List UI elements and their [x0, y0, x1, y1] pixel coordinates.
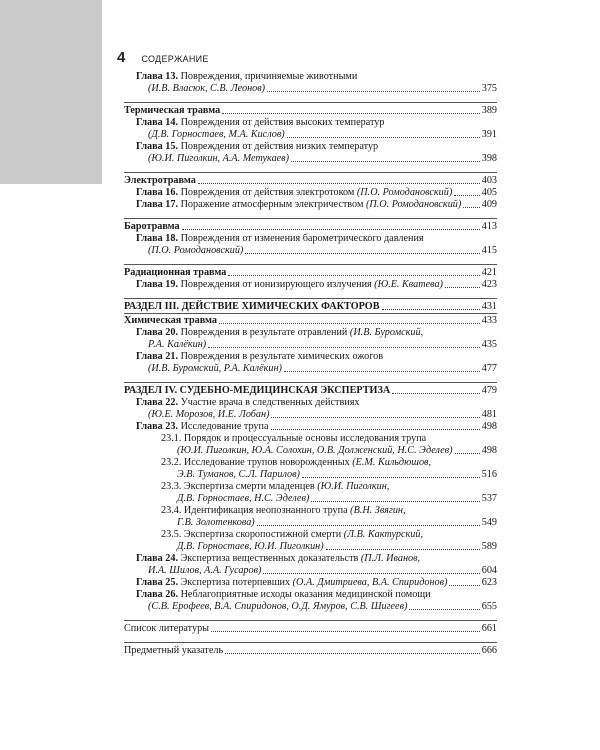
toc-subentry-23-5[interactable]: 23.5. Экспертиза скоропостижной смерти (Л.В. Кактурский,: [161, 529, 424, 540]
toc-row[interactable]: И.А. Шилов, А.А. Гусаров) 604: [148, 565, 497, 576]
toc-row[interactable]: (С.В. Ерофеев, В.А. Спиридонов, О.Д. Ямуров, С.В. Шигеев) 655: [148, 601, 497, 612]
toc-entry-chapter-26[interactable]: Глава 26. Неблагоприятные исходы оказания медицинской помощи: [136, 589, 431, 600]
gray-corner-tab: [0, 0, 102, 184]
page-header: [117, 49, 209, 69]
toc-row[interactable]: Р.А. Калёкин) 435: [148, 339, 497, 350]
toc-entry-chapter-19[interactable]: Глава 19. Повреждения от ионизирующего излучения (Ю.Е. Кватева) 423: [136, 279, 497, 290]
toc-subject-index[interactable]: Предметный указатель 666: [124, 645, 497, 656]
toc-row[interactable]: (Д.В. Горностаев, М.А. Кислов) 391: [148, 129, 497, 140]
toc-entry-chapter-25[interactable]: Глава 25. Экспертиза потерпевших (О.А. Дмитриева, В.А. Спиридонов) 623: [136, 577, 497, 588]
toc-row[interactable]: (И.В. Власюк, С.В. Леонов) 375: [148, 83, 497, 94]
toc-row[interactable]: (Ю.Е. Морозов, И.Е. Лобан) 481: [148, 409, 497, 420]
toc-group-thermal[interactable]: Термическая травма 389: [124, 105, 497, 116]
toc-group-chemical[interactable]: Химическая травма 433: [124, 315, 497, 326]
toc-entry-chapter-13[interactable]: Глава 13. Повреждения, причиняемые животными: [136, 71, 358, 82]
toc-entry-chapter-21[interactable]: Глава 21. Повреждения в результате химических ожогов: [136, 351, 384, 362]
toc-row[interactable]: Э.В. Туманов, С.Л. Парилов) 516: [177, 469, 497, 480]
toc-row[interactable]: (Ю.И. Пиголкин, А.А. Метукаев) 398: [148, 153, 497, 164]
toc-entry-chapter-15[interactable]: Глава 15. Повреждения от действия низких температур: [136, 141, 379, 152]
toc-row[interactable]: (Ю.И. Пиголкин, Ю.А. Солохин, О.В. Долженский, Н.С. Эделев) 498: [177, 445, 497, 456]
toc-section-3[interactable]: РАЗДЕЛ III. ДЕЙСТВИЕ ХИМИЧЕСКИХ ФАКТОРОВ 431: [124, 301, 497, 312]
toc-subentry-23-4[interactable]: 23.4. Идентификация неопознанного трупа (В.Н. Звягин,: [161, 505, 406, 516]
toc-row[interactable]: Д.В. Горностаев, Н.С. Эделев) 537: [177, 493, 497, 504]
toc-entry-chapter-20[interactable]: Глава 20. Повреждения в результате отравлений (И.В. Буромский,: [136, 327, 424, 338]
toc-subentry-23-1[interactable]: 23.1. Порядок и процессуальные основы исследования трупа: [161, 433, 427, 444]
toc-subentry-23-2[interactable]: 23.2. Исследование трупов новорожденных (Е.М. Кильдюшов,: [161, 457, 432, 468]
running-head: СОДЕРЖАНИЕ: [141, 54, 209, 64]
toc-row[interactable]: Г.В. Золотенкова) 549: [177, 517, 497, 528]
toc-subentry-23-3[interactable]: 23.3. Экспертиза смерти младенцев (Ю.И. Пиголкин,: [161, 481, 390, 492]
toc-group-electro[interactable]: Электротравма 403: [124, 175, 497, 186]
page-number: 4: [117, 49, 126, 66]
table-of-contents: [124, 71, 497, 657]
toc-group-baro[interactable]: Баротравма 413: [124, 221, 497, 232]
toc-entry-chapter-24[interactable]: Глава 24. Экспертиза вещественных доказательств (П.Л. Иванов,: [136, 553, 421, 564]
page-ref: 375: [481, 83, 497, 94]
toc-entry-chapter-16[interactable]: Глава 16. Повреждения от действия электротоком (П.О. Ромодановский) 405: [136, 187, 497, 198]
toc-section-4[interactable]: РАЗДЕЛ IV. СУДЕБНО-МЕДИЦИНСКАЯ ЭКСПЕРТИЗА 479: [124, 385, 497, 396]
toc-row[interactable]: (И.В. Буромский, Р.А. Калёкин) 477: [148, 363, 497, 374]
toc-row[interactable]: Д.В. Горностаев, Ю.И. Пиголкин) 589: [177, 541, 497, 552]
toc-entry-chapter-18[interactable]: Глава 18. Повреждения от изменения барометрического давления: [136, 233, 424, 244]
toc-entry-chapter-17[interactable]: Глава 17. Поражение атмосферным электричеством (П.О. Ромодановский) 409: [136, 199, 497, 210]
toc-group-radiation[interactable]: Радиационная травма 421: [124, 267, 497, 278]
toc-entry-chapter-14[interactable]: Глава 14. Повреждения от действия высоких температур: [136, 117, 385, 128]
toc-entry-chapter-22[interactable]: Глава 22. Участие врача в следственных действиях: [136, 397, 360, 408]
toc-entry-chapter-23[interactable]: Глава 23. Исследование трупа 498: [136, 421, 497, 432]
toc-row[interactable]: (П.О. Ромодановский) 415: [148, 245, 497, 256]
toc-bibliography[interactable]: Список литературы 661: [124, 623, 497, 634]
